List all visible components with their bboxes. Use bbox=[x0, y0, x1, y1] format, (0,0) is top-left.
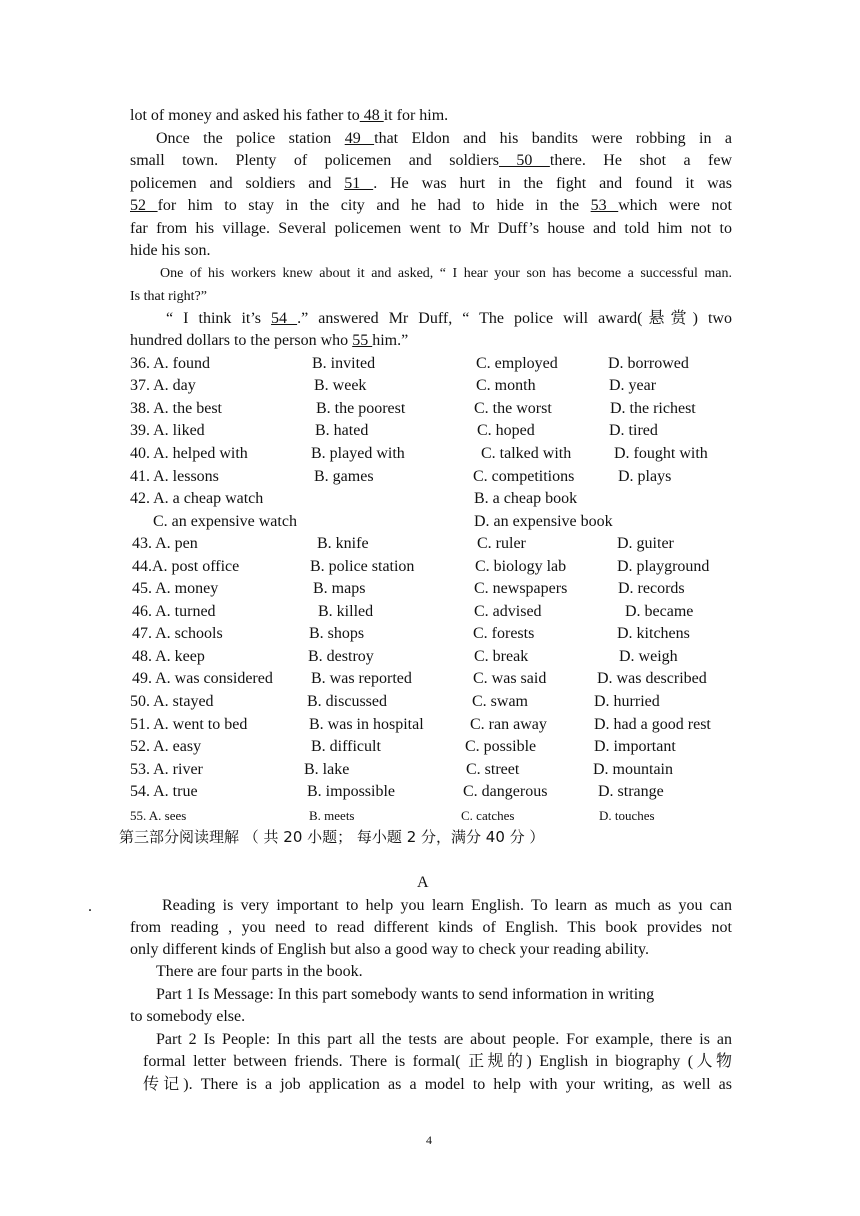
q47-d: D. kitchens bbox=[617, 625, 690, 642]
q43-d: D. guiter bbox=[617, 535, 674, 552]
q46-c: C. advised bbox=[474, 603, 542, 620]
reading-line-5: Part 1 Is Message: In this part somebody wants to send information in writing bbox=[156, 986, 655, 1003]
blank-50: 50 bbox=[499, 152, 550, 169]
text: One of his workers knew about it and asked, “ I hear your son has become a successful man. bbox=[160, 266, 732, 281]
q42-a: 42. A. a cheap watch bbox=[130, 490, 264, 507]
text: “ I think it’s bbox=[166, 310, 272, 327]
q52-a: 52. A. easy bbox=[130, 738, 202, 755]
text: which were not bbox=[618, 197, 732, 214]
q37-d: D. year bbox=[609, 377, 657, 394]
q52-b: B. difficult bbox=[311, 738, 381, 755]
q48-d: D. weigh bbox=[619, 648, 678, 665]
q42-d: D. an expensive book bbox=[474, 513, 613, 530]
reading-line-7 bbox=[156, 1030, 732, 1050]
q53-c: C. street bbox=[466, 761, 520, 778]
text: there. He shot a few bbox=[549, 152, 732, 169]
q47-a: 47. A. schools bbox=[132, 625, 223, 642]
q36-a: 36. A. found bbox=[130, 355, 210, 372]
q36-d: D. borrowed bbox=[608, 355, 689, 372]
blank-51: 51 bbox=[344, 175, 374, 192]
blank-52: 52 bbox=[130, 197, 158, 214]
q45-b: B. maps bbox=[313, 580, 366, 597]
q45-a: 45. A. money bbox=[132, 580, 219, 597]
q51-a: 51. A. went to bed bbox=[130, 716, 248, 733]
q50-d: D. hurried bbox=[594, 693, 660, 710]
q51-d: D. had a good rest bbox=[594, 716, 711, 733]
text: Once the police station bbox=[156, 130, 345, 147]
passage-line-11 bbox=[130, 331, 408, 351]
q43-c: C. ruler bbox=[477, 535, 526, 552]
reading-line-6: to somebody else. bbox=[130, 1008, 246, 1025]
text: for him to stay in the city and he had to hide in the bbox=[157, 197, 591, 214]
text: small town. Plenty of policemen and soldiers bbox=[130, 152, 499, 169]
q46-b: B. killed bbox=[318, 603, 374, 620]
q38-b: B. the poorest bbox=[316, 400, 406, 417]
q39-a: 39. A. liked bbox=[130, 422, 205, 439]
q54-d: D. strange bbox=[598, 783, 664, 800]
text: from reading , you need to read different kinds of English. This book provides not bbox=[130, 919, 732, 936]
passage-line-7: hide his son. bbox=[130, 242, 211, 259]
text: far from his village. Several policemen went to Mr Duff’s house and told him not to bbox=[130, 220, 732, 237]
q48-b: B. destroy bbox=[308, 648, 374, 665]
q38-d: D. the richest bbox=[610, 400, 696, 417]
q49-b: B. was reported bbox=[311, 670, 412, 687]
text: policemen and soldiers and bbox=[130, 175, 345, 192]
q44-a: 44.A. post office bbox=[132, 558, 240, 575]
q36-c: C. employed bbox=[476, 355, 558, 372]
q44-c: C. biology lab bbox=[475, 558, 567, 575]
q51-c: C. ran away bbox=[470, 716, 547, 733]
text: . He was hurt in the fight and found it was bbox=[373, 175, 733, 192]
q44-d: D. playground bbox=[617, 558, 710, 575]
q45-d: D. records bbox=[618, 580, 685, 597]
passage-letter: A bbox=[417, 874, 429, 891]
q41-b: B. games bbox=[314, 468, 374, 485]
blank-48: 48 bbox=[359, 107, 384, 124]
q40-d: D. fought with bbox=[614, 445, 708, 462]
stray-dot: . bbox=[88, 898, 92, 915]
text: .” answered Mr Duff, “ The police will award(悬赏) two bbox=[297, 310, 732, 327]
q48-c: C. break bbox=[474, 648, 529, 665]
q49-c: C. was said bbox=[473, 670, 547, 687]
q55-d: D. touches bbox=[599, 808, 655, 823]
passage-line-2 bbox=[156, 129, 732, 149]
passage-line-1 bbox=[130, 106, 448, 126]
passage-line-8 bbox=[160, 264, 732, 284]
blank-54: 54 bbox=[271, 310, 298, 327]
blank-53: 53 bbox=[590, 197, 619, 214]
q37-c: C. month bbox=[476, 377, 536, 394]
q55-b: B. meets bbox=[309, 808, 355, 823]
q40-a: 40. A. helped with bbox=[130, 445, 248, 462]
q54-b: B. impossible bbox=[307, 783, 396, 800]
q49-d: D. was described bbox=[597, 670, 707, 687]
q41-c: C. competitions bbox=[473, 468, 575, 485]
text: hundred dollars to the person who bbox=[130, 332, 353, 349]
text: formal letter between friends. There is formal( 正规的) English in biography (人物 bbox=[143, 1053, 732, 1070]
reading-line-8 bbox=[143, 1052, 732, 1072]
q53-b: B. lake bbox=[304, 761, 350, 778]
text: lot of money and asked his father to bbox=[130, 107, 360, 124]
q38-c: C. the worst bbox=[474, 400, 552, 417]
q41-a: 41. A. lessons bbox=[130, 468, 219, 485]
q36-b: B. invited bbox=[312, 355, 376, 372]
q50-a: 50. A. stayed bbox=[130, 693, 214, 710]
q55-a: 55. A. sees bbox=[130, 808, 187, 823]
blank-49: 49 bbox=[344, 130, 375, 147]
reading-line-4: There are four parts in the book. bbox=[156, 963, 363, 980]
q39-b: B. hated bbox=[315, 422, 369, 439]
text: that Eldon and his bandits were robbing in a bbox=[374, 130, 733, 147]
q54-c: C. dangerous bbox=[463, 783, 548, 800]
q46-d: D. became bbox=[625, 603, 694, 620]
q49-a: 49. A. was considered bbox=[132, 670, 273, 687]
passage-line-10 bbox=[166, 309, 732, 329]
q46-a: 46. A. turned bbox=[132, 603, 216, 620]
q43-a: 43. A. pen bbox=[132, 535, 198, 552]
q48-a: 48. A. keep bbox=[132, 648, 205, 665]
passage-line-4 bbox=[130, 174, 732, 194]
page-number: 4 bbox=[426, 1133, 432, 1147]
q41-d: D. plays bbox=[618, 468, 672, 485]
section-heading: 第三部分阅读理解 （ 共 20 小题； 每小题 2 分，满分 40 分 ） bbox=[119, 828, 545, 846]
q53-d: D. mountain bbox=[593, 761, 673, 778]
passage-line-6 bbox=[130, 219, 732, 239]
q52-d: D. important bbox=[594, 738, 676, 755]
text: Reading is very important to help you learn English. To learn as much as you can bbox=[162, 897, 732, 914]
q50-b: B. discussed bbox=[307, 693, 387, 710]
reading-line-3: only different kinds of English but also a good way to check your reading ability. bbox=[130, 941, 649, 958]
q40-c: C. talked with bbox=[481, 445, 572, 462]
text: 传记). There is a job application as a model to help with your writing, as well as bbox=[143, 1076, 732, 1093]
q39-c: C. hoped bbox=[477, 422, 535, 439]
q40-b: B. played with bbox=[311, 445, 405, 462]
q44-b: B. police station bbox=[310, 558, 415, 575]
text: it for him. bbox=[383, 107, 449, 124]
q39-d: D. tired bbox=[609, 422, 658, 439]
q50-c: C. swam bbox=[472, 693, 528, 710]
q52-c: C. possible bbox=[465, 738, 537, 755]
q55-c: C. catches bbox=[461, 808, 515, 823]
passage-line-5 bbox=[130, 196, 732, 216]
text: Part 2 Is People: In this part all the tests are about people. For example, there is an bbox=[156, 1031, 732, 1048]
q45-c: C. newspapers bbox=[474, 580, 568, 597]
reading-line-1 bbox=[162, 896, 732, 916]
q42-c: C. an expensive watch bbox=[153, 513, 297, 530]
passage-line-3 bbox=[130, 151, 732, 171]
q47-c: C. forests bbox=[473, 625, 535, 642]
q54-a: 54. A. true bbox=[130, 783, 198, 800]
q37-a: 37. A. day bbox=[130, 377, 196, 394]
q42-b: B. a cheap book bbox=[474, 490, 578, 507]
reading-line-9 bbox=[143, 1075, 732, 1095]
q37-b: B. week bbox=[314, 377, 367, 394]
q43-b: B. knife bbox=[317, 535, 369, 552]
q47-b: B. shops bbox=[309, 625, 365, 642]
q53-a: 53. A. river bbox=[130, 761, 203, 778]
blank-55: 55 bbox=[352, 332, 373, 349]
q51-b: B. was in hospital bbox=[309, 716, 424, 733]
passage-line-9: Is that right?” bbox=[130, 289, 207, 304]
q38-a: 38. A. the best bbox=[130, 400, 222, 417]
text: him.” bbox=[372, 332, 409, 349]
reading-line-2 bbox=[130, 918, 732, 938]
